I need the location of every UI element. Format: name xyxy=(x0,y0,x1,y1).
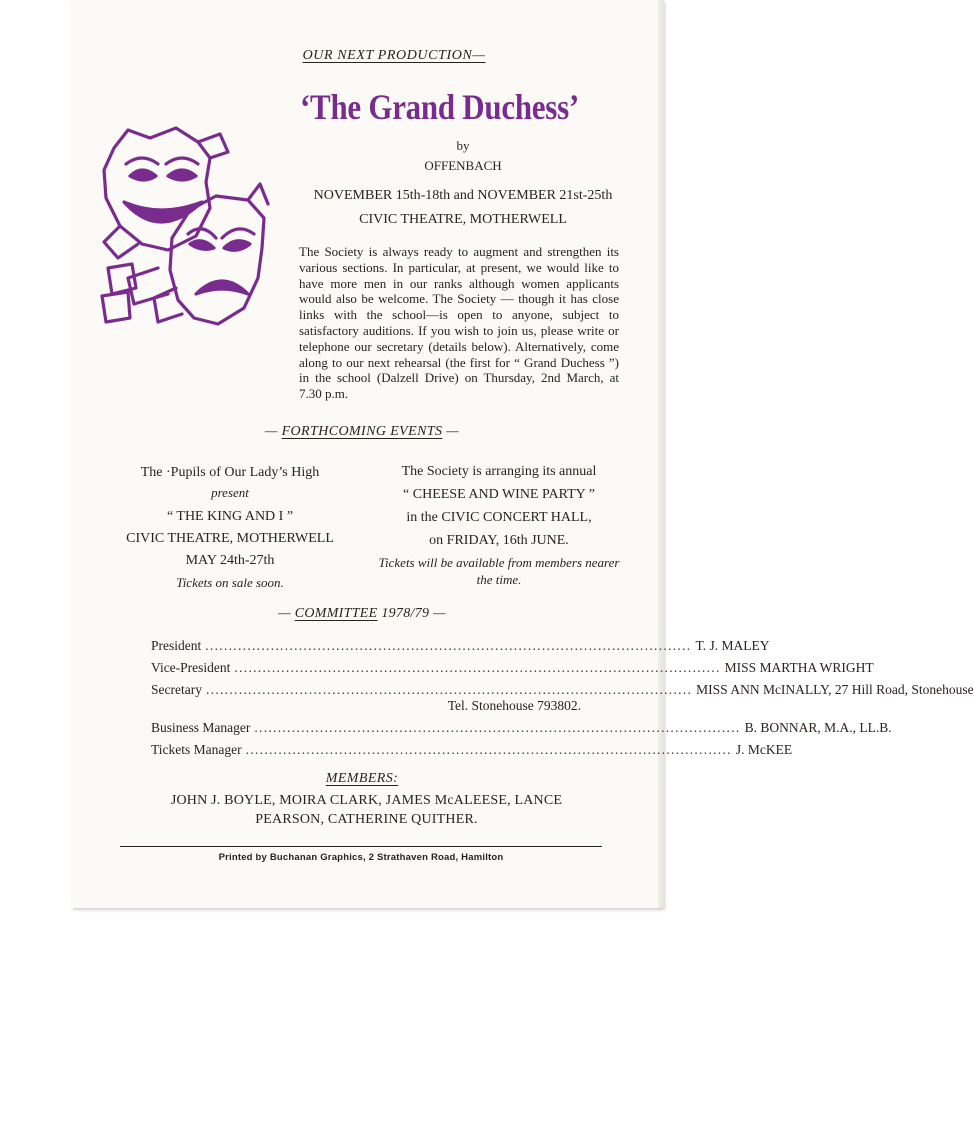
leader-dots: ........................................................................................................ xyxy=(234,660,721,675)
printer-credit: Printed by Buchanan Graphics, 2 Strathaven Road, Hamilton xyxy=(218,852,504,863)
footer-rule xyxy=(120,846,602,847)
secretary-telephone: Tel. Stonehouse 793802. xyxy=(447,698,581,713)
leader-dots: ........................................................................................................ xyxy=(205,638,692,653)
programme-page xyxy=(72,0,974,908)
committee-row-vice-president: Vice-President ........................................................................................................ MISS MARTHA WRIGHT xyxy=(151,660,874,675)
members-heading: MEMBERS: xyxy=(325,771,399,786)
committee-heading: — COMMITTEE 1978/79 — xyxy=(278,606,446,621)
leader-dots: ........................................................................................................ xyxy=(205,682,693,697)
committee-row-business-manager: Business Manager ........................................................................................................ B. BONNAR, M.A., LL.B. xyxy=(151,720,892,735)
committee-row-president: President ........................................................................................................ T. J. MALEY xyxy=(151,638,770,653)
theatre-masks-icon xyxy=(98,118,268,336)
committee-row-tickets-manager: Tickets Manager ........................................................................................................ J. McKEE xyxy=(151,742,793,757)
by-label: by xyxy=(456,138,470,153)
event-king-and-i: The ·Pupils of Our Lady’s High present “ THE KING AND I ” CIVIC THEATRE, MOTHERWELL MAY 24th-27th Tickets on sale soon. xyxy=(126,465,334,590)
forthcoming-events-heading: — FORTHCOMING EVENTS — xyxy=(264,424,460,439)
production-title: ‘The Grand Duchess’ xyxy=(300,87,579,127)
page-fold-shadow xyxy=(658,0,664,908)
next-production-label: OUR NEXT PRODUCTION— xyxy=(302,48,486,63)
leader-dots: ........................................................................................................ xyxy=(245,742,732,757)
members-list: JOHN J. BOYLE, MOIRA CLARK, JAMES McALEESE, LANCE PEARSON, CATHERINE QUITHER. xyxy=(170,793,563,827)
leader-dots: ........................................................................................................ xyxy=(254,720,741,735)
performance-venue: CIVIC THEATRE, MOTHERWELL xyxy=(359,212,567,227)
society-intro-paragraph: The Society is always ready to augment and strengthen its various sections. In particular, at present, we would like to have more men in our ranks although women applicants would also be welcome. The Society — though it has close links with the school—is open to anyone, subject to satisfactory auditions. If you wish to join us, please write or telephone our secretary (details below). Alternatively, come along to our next rehearsal (the first for “ Grand Duchess ”) in the school (Dalzell Drive) on Thursday, 2nd March, at 7.30 p.m. xyxy=(299,244,619,402)
performance-dates: NOVEMBER 15th-18th and NOVEMBER 21st-25th xyxy=(313,188,613,203)
committee-row-secretary: Secretary ........................................................................................................ MISS ANN McINALLY, 27 Hill Road, Stonehouse xyxy=(151,682,974,697)
composer-name: OFFENBACH xyxy=(424,158,502,173)
event-cheese-wine-party: The Society is arranging its annual “ CHEESE AND WINE PARTY ” in the CIVIC CONCERT HALL, on FRIDAY, 16th JUNE. Tickets will be available from members nearer the time. xyxy=(378,464,620,587)
